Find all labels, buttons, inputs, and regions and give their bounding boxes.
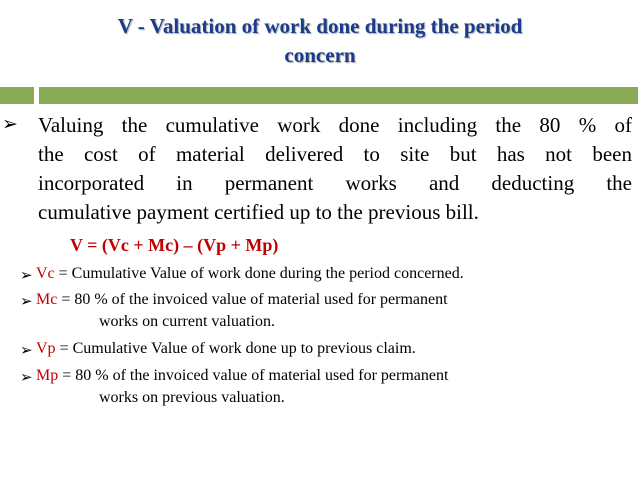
accent-bar-left [0,87,34,104]
arrow-bullet-icon: ➢ [20,368,33,386]
definition-mp [20,365,620,409]
slide-title [60,12,580,70]
formula: V = (Vc + Mc) – (Vp + Mp) [70,235,279,255]
arrow-bullet-icon: ➢ [20,341,33,359]
title-line-2: concern [284,43,356,67]
definition-symbol: Mc [36,291,58,308]
main-line-1: Valuing the cumulative work done including the 80 % of [38,113,632,137]
main-line-4: cumulative payment certified up to the previous bill. [38,200,479,224]
definition-vc [20,263,620,285]
title-line-1: V - Valuation of work done during the period [117,14,523,38]
main-paragraph [38,111,632,227]
arrow-bullet-icon: ➢ [2,113,18,135]
definition-vp [20,338,620,360]
arrow-bullet-icon: ➢ [20,292,33,310]
definition-continuation: works on previous valuation. [99,389,285,406]
arrow-bullet-icon: ➢ [20,266,33,284]
definition-text: = 80 % of the invoiced value of material used for permanent [57,291,448,308]
main-line-3: incorporated in permanent works and deducting the [38,171,632,195]
definition-continuation: works on current valuation. [99,313,275,330]
main-line-2: the cost of material delivered to site but has not been [38,142,632,166]
definition-symbol: Vc [36,265,55,282]
definition-text: = 80 % of the invoiced value of material used for permanent [58,367,449,384]
definition-text: = Cumulative Value of work done up to previous claim. [55,340,416,357]
definition-text: = Cumulative Value of work done during the period concerned. [54,265,464,282]
definition-symbol: Mp [36,367,59,384]
definitions-list [20,263,620,409]
definition-symbol: Vp [36,340,56,357]
definition-mc [20,289,620,333]
accent-bar-right [39,87,638,104]
